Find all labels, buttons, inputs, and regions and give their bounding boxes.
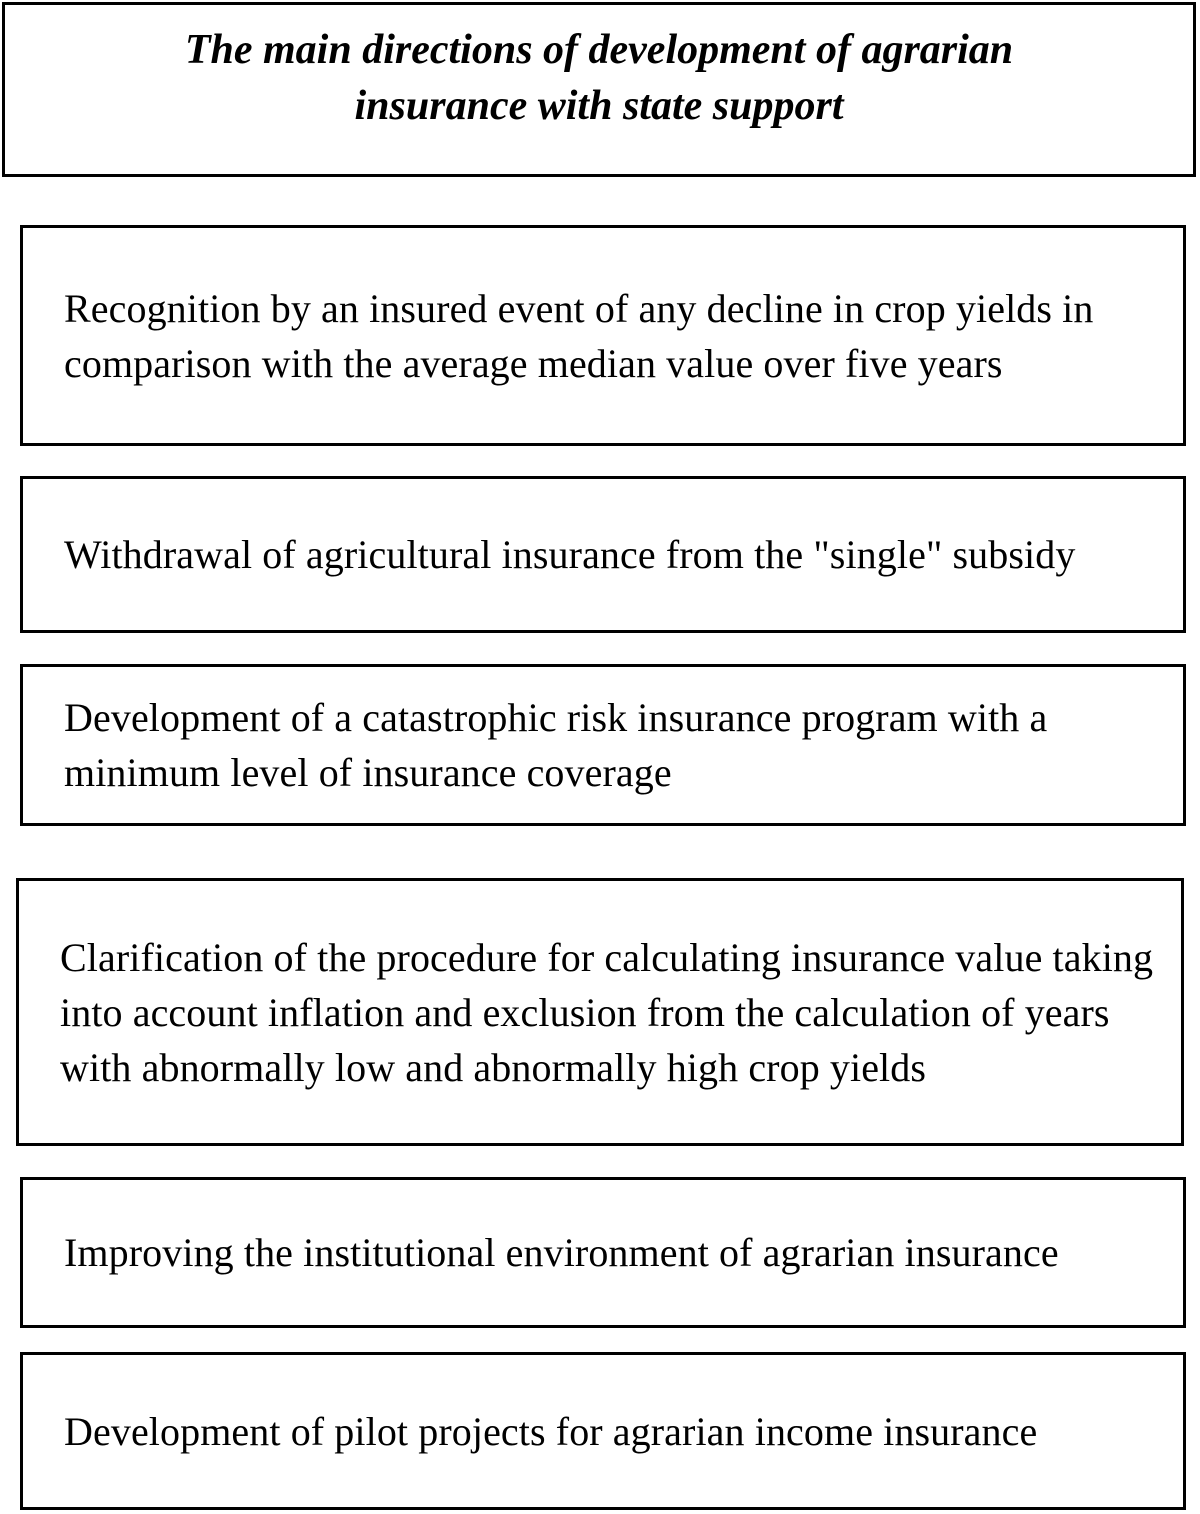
diagram-title: The main directions of development of agrarian insurance with state support (184, 26, 1014, 129)
direction-text-5: Improving the institutional environment of agrarian insurance (64, 1230, 1059, 1275)
direction-text-1: Recognition by an insured event of any decline in crop yields in comparison with the average median value over five years (64, 285, 1094, 386)
direction-box-5 (20, 1177, 1186, 1328)
diagram-title-box (2, 2, 1196, 177)
direction-box-4 (16, 878, 1184, 1146)
direction-box-2 (20, 476, 1186, 633)
direction-text-6: Development of pilot projects for agrarian income insurance (64, 1408, 1038, 1454)
direction-text-2: Withdrawal of agricultural insurance from the "single" subsidy (64, 532, 1076, 577)
direction-box-1 (20, 225, 1186, 446)
direction-text-4: Clarification of the procedure for calculating insurance value taking into account inflation and exclusion from the calculation of years with abnormally low and abnormally high crop yields (60, 934, 1154, 1090)
direction-box-6 (20, 1352, 1186, 1510)
direction-text-3: Development of a catastrophic risk insurance program with a minimum level of insurance coverage (64, 695, 1048, 795)
direction-box-3 (20, 664, 1186, 826)
